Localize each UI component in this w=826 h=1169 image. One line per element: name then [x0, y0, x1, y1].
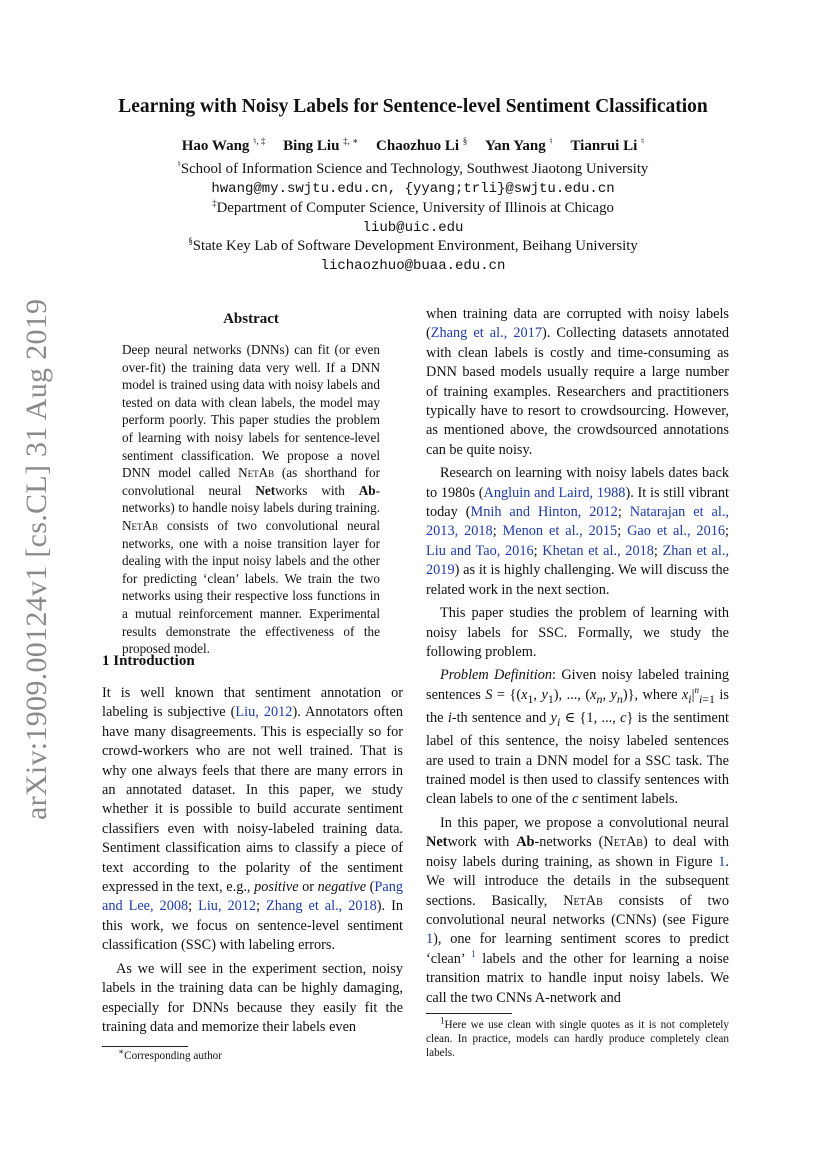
- citation-link[interactable]: Menon et al., 2015: [502, 523, 618, 540]
- citation-link[interactable]: Liu, 2012: [198, 898, 257, 915]
- author: Tianrui Li ♮: [570, 136, 645, 154]
- figure-link[interactable]: 1: [426, 931, 434, 948]
- author: Chaozhuo Li §: [376, 136, 468, 154]
- footnote-rule: [426, 1013, 512, 1014]
- abstract-body: Deep neural networks (DNNs) can fit (or even over-fit) the training data very well. If a DNN model is trained using data with noisy labels and tested on data with clean labels, the model may perform poorly. This paper studies the problem of learning with noisy labels for sentence-level sentiment classification. We propose a novel DNN model called NetAb (as shorthand for convolutional neural Networks with Ab-networks) to handle noisy labels during training. NetAb consists of two convolutional neural networks, one with a noise transition layer for dealing with the input noisy labels and the other for predicting ‘clean’ labels. We train the two networks using their respective loss functions in a mutual reinforcement manner. Experimental results demonstrate the effectiveness of the proposed model.: [122, 342, 381, 657]
- author: Bing Liu ‡, ∗: [283, 136, 359, 154]
- email-2: liub@uic.edu: [362, 220, 464, 236]
- citation-link[interactable]: Zhang et al., 2017: [430, 325, 542, 342]
- right-column-text: when training data are corrupted with noisy labels (Zhang et al., 2017). Collecting datasets annotated with clean labels is costly and time-consuming as DNN based models usually require a large number of training examples. Researchers and practitioners typically have to resort to crowdsourcing. However, as mentioned above, the crowdsourced annotations can be quite noisy. Research on learning with noisy labels dates back to 1980s (Angluin and Laird, 1988). It is still vibrant today (Mnih and Hinton, 2012; Natarajan et al., 2013, 2018; Menon et al., 2015; Gao et al., 2016; Liu and Tao, 2016; Khetan et al., 2018; Zhan et al., 2019) as it is highly challenging. We will discuss the related work in the next section. This paper studies the problem of learning with noisy labels for SSC. Formally, we study the following problem. Problem Definition: Given noisy labeled training sentences $S = \{(x_1$, $y_1$), ..., ($x_n$, $y_n$)}, where $x_i|^n_{i=1}$ is the i-th sentence and $y_i$ ∈ {1, ..., c} is the sentiment label of this sentence, the noisy labeled sentences are used to train a DNN model for a SSC task. The trained model is then used to classify sentences with clean labels to one of the c sentiment labels. In this paper, we propose a convolutional neural Network with Ab-networks (NetAb) to deal with noisy labels during training, as shown in Figure 1. We will introduce the details in the subsequent sections. Basically, NetAb consists of two convolutional neural networks (CNNs) (see Figure 1), one for learning sentiment scores to predict ‘clean’ $^1$ labels and the other for learning a noise transition matrix to handle input noisy labels. We call the two CNNs A-network and: [426, 306, 730, 1006]
- affiliation-2: ‡Department of Computer Science, University of Illinois at Chicago: [212, 198, 614, 216]
- citation-link[interactable]: Liu, 2012: [235, 704, 293, 721]
- citation-link[interactable]: Gao et al., 2016: [627, 523, 726, 540]
- email-3: lichaozhuo@buaa.edu.cn: [320, 258, 506, 274]
- citation-link[interactable]: Mnih and Hinton, 2012: [470, 504, 618, 521]
- left-column-text: It is well known that sentiment annotation or labeling is subjective (Liu, 2012). Annotators often have many disagreements. This is especially so for crowd-workers who are not well trained. That is why one always feels that there are many errors in an annotated dataset. In this paper, we study whether it is possible to build accurate sentiment classifiers even with noisy-labeled training data. Sentiment classification aims to classify a piece of text according to the polarity of the sentiment expressed in the text, e.g., positive or negative (Pang and Lee, 2008; Liu, 2012; Zhang et al., 2018). In this work, we focus on sentence-level sentiment classification (SSC) with labeling errors. As we will see in the experiment section, noisy labels in the training data can be highly damaging, especially for DNNs because they easily fit the training data and memorize their labels even: [102, 685, 403, 1035]
- citation-link[interactable]: Angluin and Laird, 1988: [483, 484, 626, 501]
- citation-link[interactable]: Natarajan et al., 2013, 2018: [426, 504, 730, 540]
- abstract-heading: Abstract: [223, 311, 279, 327]
- author: Hao Wang ♮, ‡: [181, 136, 266, 154]
- citation-link[interactable]: Pang and Lee, 2008: [102, 879, 403, 915]
- affiliation-1: ♮School of Information Science and Technology, Southwest Jiaotong University: [177, 159, 649, 177]
- footnote-rule: [102, 1046, 188, 1047]
- arxiv-stamp: arXiv:1909.00124v1 [cs.CL] 31 Aug 2019: [20, 298, 53, 820]
- footnote-1: $^1$Here we use clean with single quotes as it is not completely clean. In practice, models can hardly produce completely clean labels.: [426, 1015, 729, 1059]
- footnote-corresponding: ∗Corresponding author: [118, 1046, 222, 1062]
- figure-link[interactable]: 1: [718, 853, 726, 870]
- author-list: [0, 138, 826, 155]
- affiliation-3: §State Key Lab of Software Development Environment, Beihang University: [188, 236, 638, 254]
- section-heading-introduction: 1 Introduction: [102, 653, 195, 669]
- citation-link[interactable]: Khetan et al., 2018: [542, 542, 654, 559]
- paper-title: Learning with Noisy Labels for Sentence-level Sentiment Classification: [118, 96, 708, 117]
- citation-link[interactable]: Zhan et al., 2019: [426, 542, 730, 579]
- citation-link[interactable]: Liu and Tao, 2016: [426, 542, 534, 559]
- email-1: hwang@my.swjtu.edu.cn, {yyang;trli}@swjtu.edu.cn: [211, 181, 615, 197]
- author: Yan Yang ♮: [485, 136, 553, 154]
- citation-link[interactable]: Zhang et al., 2018: [266, 898, 377, 915]
